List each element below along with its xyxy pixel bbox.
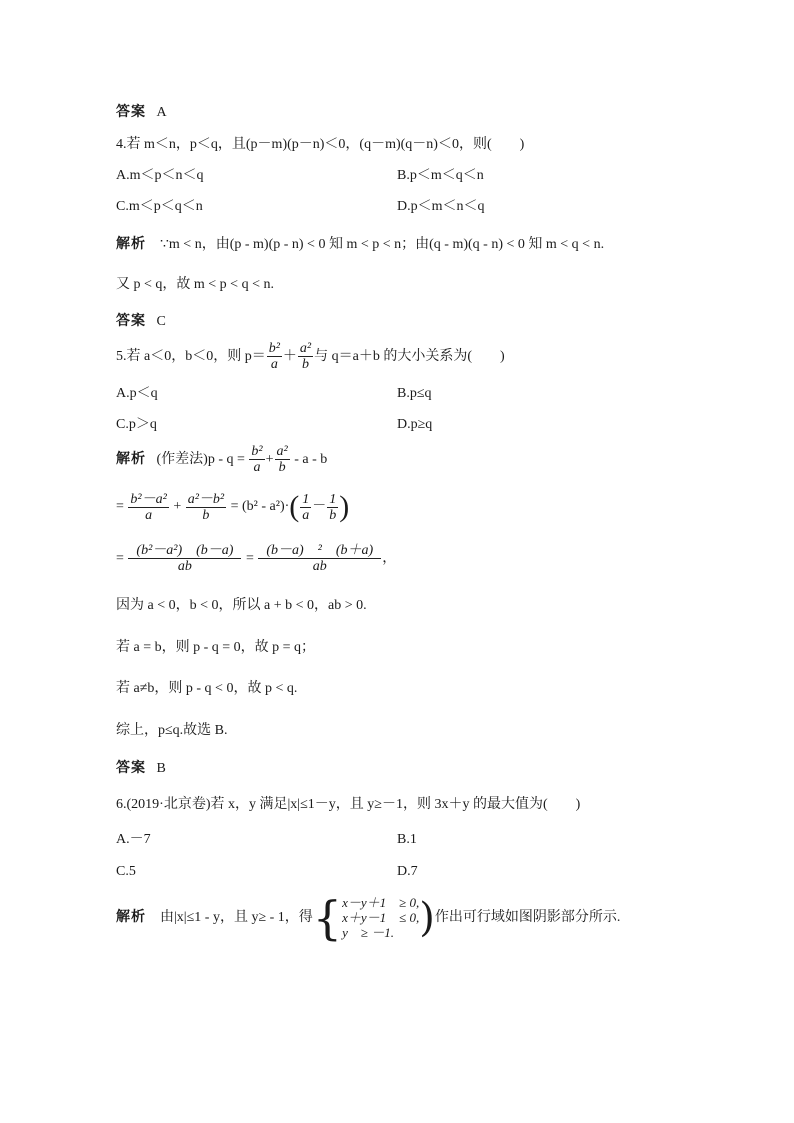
solution-label: 解析 [116, 236, 146, 252]
q4-solution-line2: 又 p < q，故 m < p < q < n. [116, 277, 274, 292]
q5-option-c: C.p＞q [116, 417, 157, 432]
answer-label: 答案 [116, 760, 146, 776]
q6-stem: 6.(2019·北京卷)若 x，y 满足|x|≤1－y，且 y≥－1，则 3x＋y 的最大值为( ) [116, 797, 581, 812]
q5-option-d: D.p≥q [397, 417, 433, 432]
q5-solution-line7: 综上，p≤q.故选 B. [116, 723, 228, 738]
fraction: $\frac{\text{a²}}{b}$ [299, 341, 312, 373]
fraction: $\frac{\text{a²}}{b}$ [276, 444, 288, 476]
q4-option-d: D.p＜m＜n＜q [397, 199, 485, 214]
left-brace: { [312, 890, 343, 945]
answer-value: B [156, 761, 166, 776]
q4-option-a: A.m＜p＜n＜q [116, 168, 204, 183]
q5-solution-line3: = $\frac{\text{(b²－a²) (b－a)}}{ab}$ = $\frac{\text{(b－a) ² (b＋a)}}{ab}$ ， [116, 543, 397, 575]
q6-option-c: C.5 [116, 864, 136, 879]
solution-text: (作差法)p - q = [156, 452, 245, 467]
solution-text: 作出可行域如图阴影部分所示. [434, 910, 621, 925]
plus-sign: ＋ [282, 349, 297, 364]
q6-option-a: A.－7 [116, 832, 151, 847]
fraction: $\frac{\text{(b²－a²) (b－a)}}{ab}$ [128, 543, 241, 574]
answer-value: A [156, 105, 167, 120]
solution-label: 解析 [116, 451, 146, 467]
solution-label: 解析 [116, 909, 146, 925]
q5-solution-line1: 解析 (作差法)p - q = $\frac{\text{b²}}{a}$ + $\frac{\text{a²}}{b}$ - a - b [116, 444, 328, 476]
q5-solution-line2: = $\frac{\text{b²－a²}}{a}$ + $\frac{\text{a²－b²}}{b}$ = (b² - a²)·( $\frac{1}{a}$ － $\frac{1}{b}$ ) [116, 490, 350, 523]
q5-stem-pre: 5.若 a＜0，b＜0，则 p＝ [116, 349, 266, 364]
answer-value: C [156, 314, 166, 329]
answer-line-q5 [116, 759, 166, 778]
fraction: $\frac{1}{b}$ [329, 491, 337, 523]
solution-text: ∵m < n，由(p - m)(p - n) < 0 知 m < p < n；由(q - m)(q - n) < 0 知 m < q < n. [160, 237, 605, 252]
answer-line-q3 [116, 103, 167, 122]
q6-option-d: D.7 [397, 864, 418, 879]
q5-solution-line5: 若 a = b，则 p - q = 0，故 p = q； [116, 640, 316, 655]
q5-solution-line4: 因为 a < 0，b < 0，所以 a + b < 0，ab > 0. [116, 598, 367, 613]
fraction: $\frac{1}{a}$ [302, 491, 310, 523]
answer-line-q4 [116, 312, 166, 331]
q4-stem: 4.若 m＜n，p＜q，且(p－m)(p－n)＜0，(q－m)(q－n)＜0，则( ) [116, 137, 525, 152]
q4-option-c: C.m＜p＜q＜n [116, 199, 203, 214]
solution-text: - a - b [294, 452, 328, 467]
q6-solution [116, 888, 620, 947]
q4-solution-line1 [116, 235, 604, 254]
answer-label: 答案 [116, 313, 146, 329]
q5-option-b: B.p≤q [397, 386, 432, 401]
inequality-system: x－y＋1 ≥ 0, x＋y－1 ≤ 0, y ≥ －1. [342, 895, 420, 941]
fraction: $\frac{\text{(b－a) ² (b＋a)}}{ab}$ [258, 543, 381, 574]
solution-text: = (b² - a²)· [230, 499, 290, 515]
solution-text: 由|x|≤1 - y，且 y≥ - 1，得 [160, 910, 313, 925]
right-bracket: ) [419, 894, 435, 941]
q5-stem-post: 与 q＝a＋b 的大小关系为( ) [314, 349, 505, 364]
fraction: $\frac{\text{a²－b²}}{b}$ [187, 491, 225, 523]
fraction: $\frac{\text{b²}}{a}$ [268, 341, 280, 373]
q6-option-b: B.1 [397, 832, 417, 847]
q5-option-a: A.p＜q [116, 386, 158, 401]
answer-label: 答案 [116, 104, 146, 120]
q5-stem [116, 338, 505, 376]
q4-option-b: B.p＜m＜q＜n [397, 168, 484, 183]
fraction: $\frac{\text{b²}}{a}$ [251, 444, 263, 476]
q5-solution-line6: 若 a≠b，则 p - q < 0，故 p < q. [116, 681, 298, 696]
fraction: $\frac{\text{b²－a²}}{a}$ [130, 491, 167, 523]
